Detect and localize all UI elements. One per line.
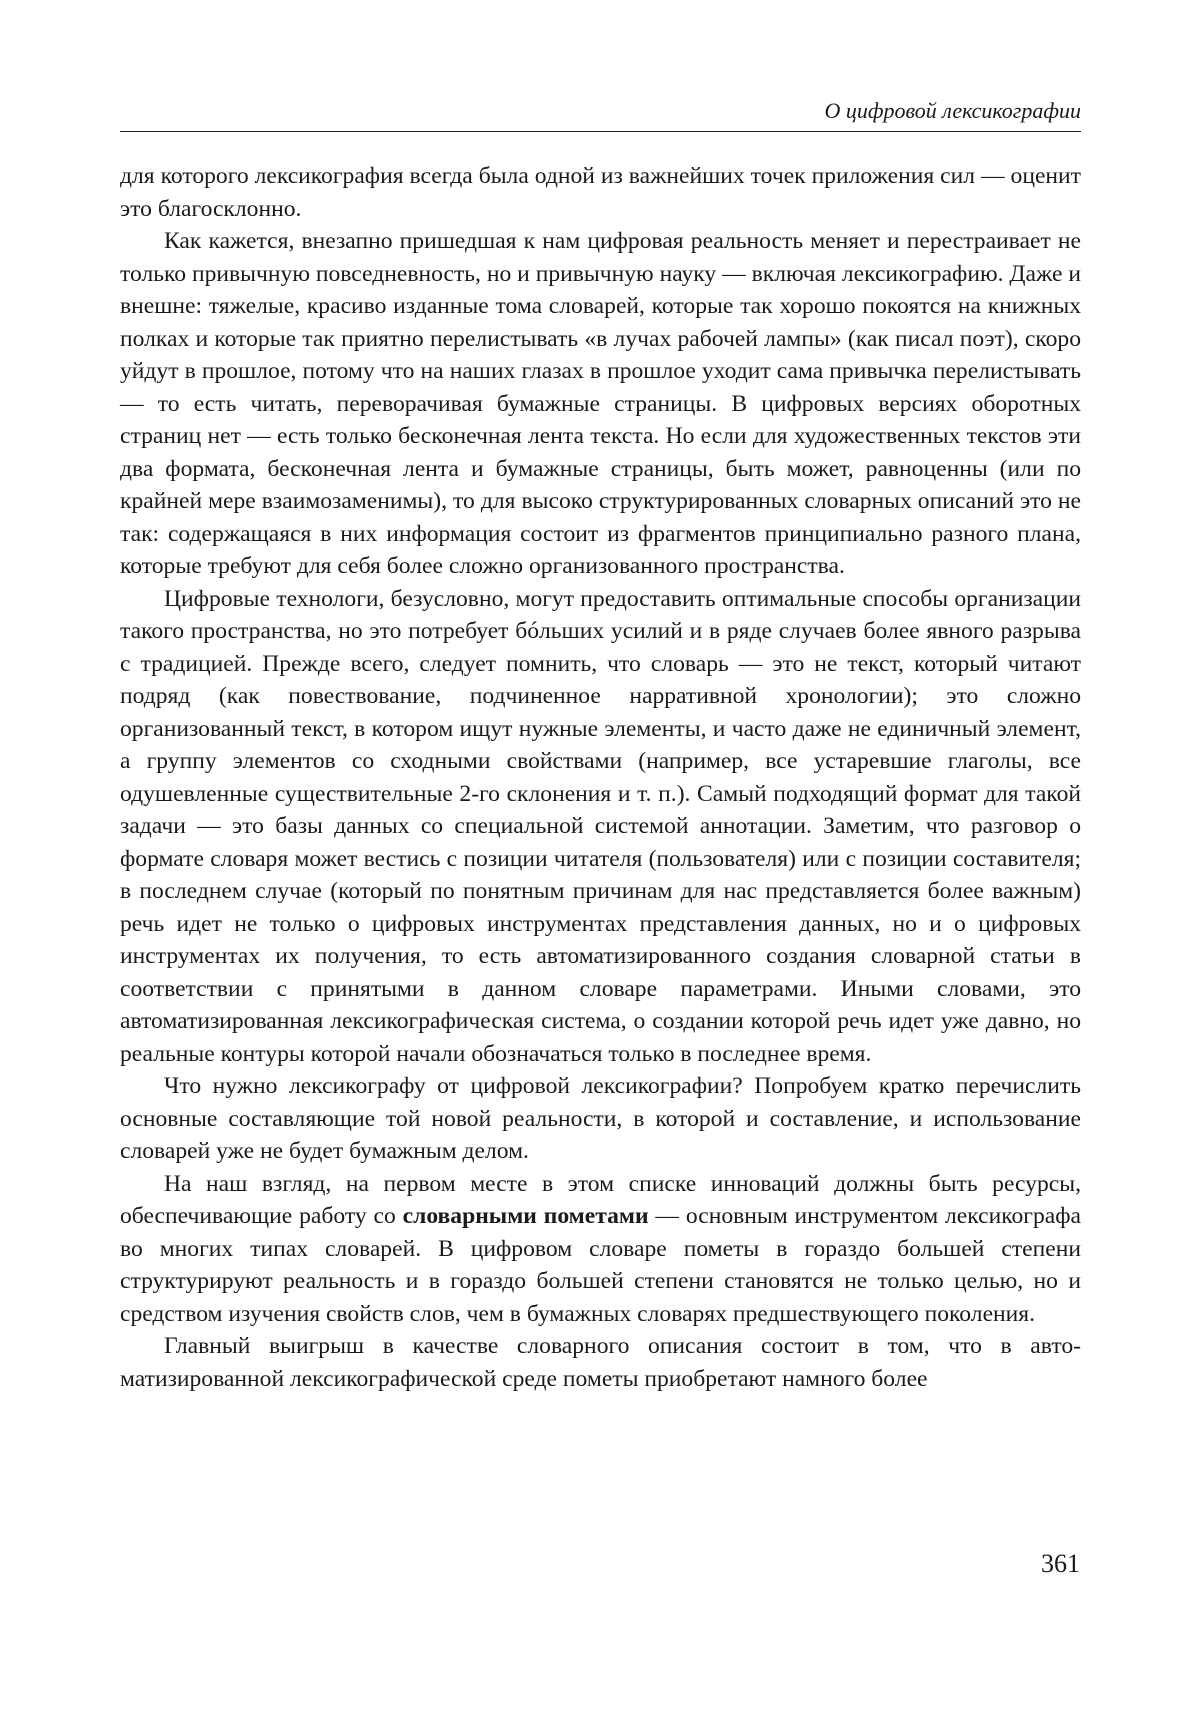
paragraph-5-text-before: На наш взгляд, на первом месте в этом списке инноваций должны быть ресурсы, обеспечивающие работу со: [120, 1170, 1081, 1229]
paragraph-1: для которого лексикография всегда была одной из важнейших точек приложения сил — оценит это благосклонно.: [120, 163, 1081, 222]
paragraph-4: Что нужно лексикографу от цифровой лексикографии? Попробуем кратко перечислить основные составляющие той новой реальности, в которой и составление, и использование словарей уже не будет бумажным делом.: [120, 1073, 1081, 1164]
paragraph-2: Как кажется, внезапно пришедшая к нам цифровая реальность меняет и перестраивает не только привычную повседневность, но и привычную науку — включая лексикографию. Даже и внешне: тяжелые, красиво изданные тома словарей, которые так хорошо покоятся на книжных полках и которые так приятно перелистывать «в лучах рабочей лампы» (как писал поэт), скоро уйдут в прошлое, потому что на наших глазах в прошлое уходит сама привычка перелистывать — то есть читать, переворачивая бумажные страницы. В цифровых версиях оборотных страниц нет — есть только бесконечная лента текста. Но если для художественных текстов эти два формата, бесконечная лента и бумажные страницы, быть может, равноценны (или по крайней мере взаимозаменимы), то для высоко структурированных словарных описаний это не так: содержащаяся в них информация состоит из фрагментов принципиально разного плана, которые требуют для себя более сложно организованного пространства.: [120, 228, 1081, 579]
paragraph-6: Главный выигрыш в качестве словарного описания состоит в том, что в автоматизированной лексикографической среде пометы приобретают намного более: [120, 1333, 1081, 1392]
paragraph-3: Цифровые технологи, безусловно, могут предоставить оптимальные способы организации такого пространства, но это потребует бóльших усилий и в ряде случаев более явного разрыва с традицией. Прежде всего, следует помнить, что словарь — это не текст, который читают подряд (как повествование, подчиненное нарративной хронологии); это сложно организованный текст, в котором ищут нужные элементы, и часто даже не единичный элемент, а группу элементов со сходными свойствами (например, все устаревшие глаголы, все одушевленные существительные 2-го склонения и т. п.). Самый подходящий формат для такой задачи — это базы данных со специальной системой аннотации. Заметим, что разговор о формате словаря может вестись с позиции читателя (пользователя) или с позиции составителя; в последнем случае (который по понятным причинам для нас представляется более важным) речь идет не только о цифровых инструментах представления данных, но и о цифровых инструментах их получения, то есть автоматизированного создания словарной статьи в соответствии с принятыми в данном словаре параметрами. Иными словами, это автоматизированная лексикографическая система, о создании которой речь идет уже давно, но реальные контуры которой начали обозначаться только в последнее время.: [120, 585, 1081, 1067]
body-text: [120, 160, 1081, 1395]
page-number: 361: [1041, 1549, 1080, 1578]
bold-term: словарными пометами: [402, 1203, 649, 1229]
running-title: О цифровой лексикографии: [120, 96, 1081, 132]
paragraph-5: [120, 1168, 1081, 1331]
paragraph-5-text-after: — основным инструментом лексикографа во многих типах словарей. В цифровом словаре пометы в гораздо большей степени структурируют реальность и в гораздо большей степени становятся не только целью, но и средством изучения свойств слов, чем в бумажных словарях предшествующего поколения.: [120, 1203, 1081, 1327]
